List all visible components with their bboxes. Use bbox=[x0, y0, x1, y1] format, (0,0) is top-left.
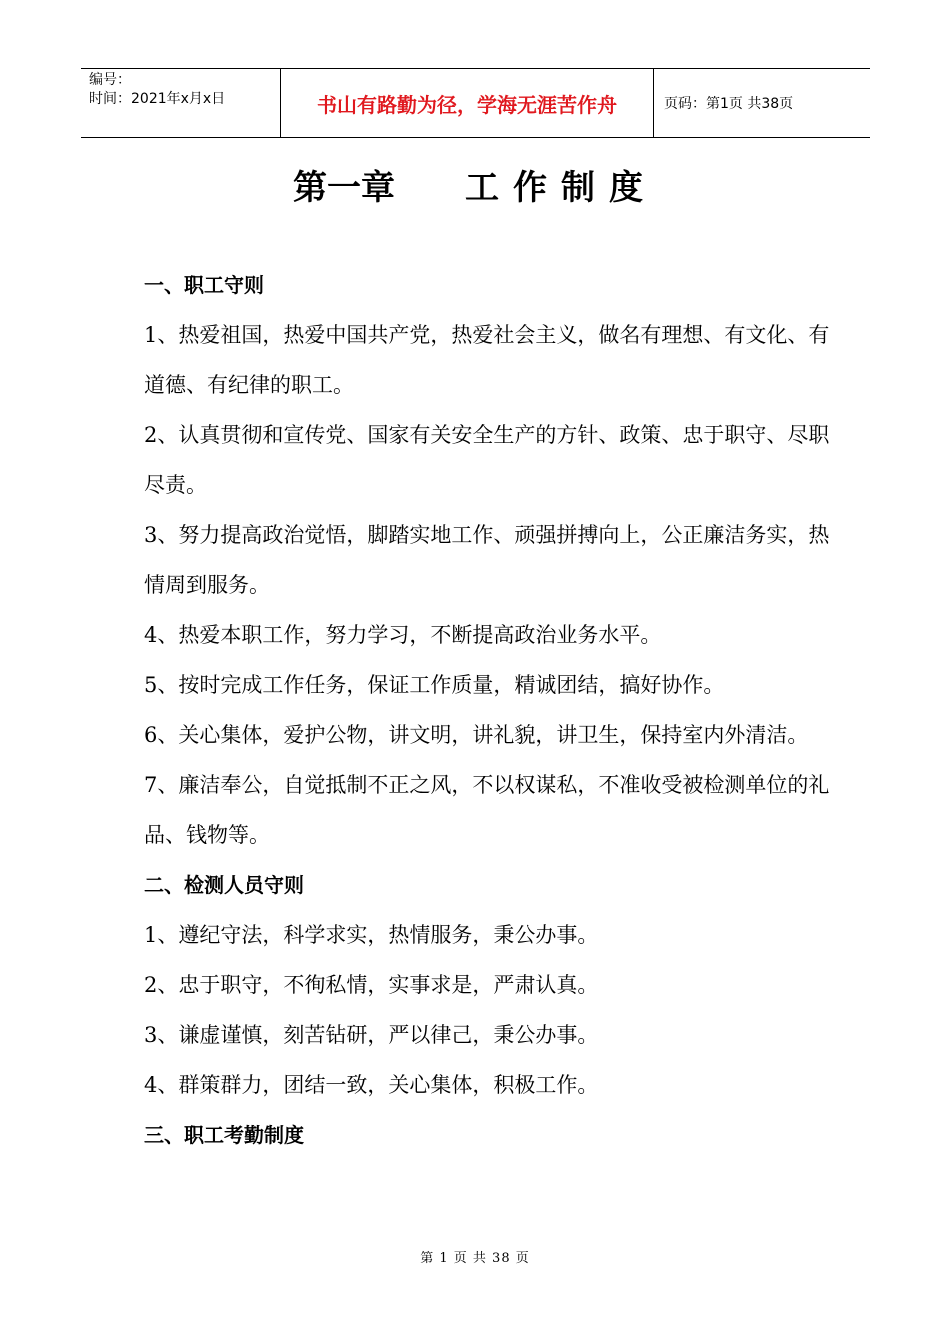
document-header bbox=[81, 68, 870, 138]
document-number-label: 编号： bbox=[89, 72, 131, 88]
section-heading: 一、职工守则 bbox=[144, 273, 264, 297]
chapter-label: 第一章 bbox=[293, 168, 395, 208]
page-footer: 第 1 页 共 38 页 bbox=[420, 1251, 530, 1266]
list-item: 6、关心集体，爱护公物，讲文明，讲礼貌，讲卫生，保持室内外清洁。 bbox=[144, 723, 809, 747]
list-item: 7、廉洁奉公，自觉抵制不正之风，不以权谋私，不准收受被检测单位的礼品、钱物等。 bbox=[144, 773, 830, 847]
header-page-info: 页码：第1页 共38页 bbox=[664, 96, 794, 112]
list-item: 1、热爱祖国，热爱中国共产党，热爱社会主义，做名有理想、有文化、有道德、有纪律的职工。 bbox=[144, 323, 830, 397]
list-item: 2、忠于职守，不徇私情，实事求是，严肃认真。 bbox=[144, 973, 599, 997]
list-item: 2、认真贯彻和宣传党、国家有关安全生产的方针、政策、忠于职守、尽职尽责。 bbox=[144, 423, 830, 497]
section-heading: 二、检测人员守则 bbox=[144, 873, 304, 897]
list-item: 3、努力提高政治觉悟，脚踏实地工作、顽强拼搏向上，公正廉洁务实，热情周到服务。 bbox=[144, 523, 830, 597]
section-heading: 三、职工考勤制度 bbox=[144, 1123, 304, 1147]
chapter-title bbox=[0, 160, 950, 209]
list-item: 1、遵纪守法，科学求实，热情服务，秉公办事。 bbox=[144, 923, 599, 947]
list-item: 5、按时完成工作任务，保证工作质量，精诚团结，搞好协作。 bbox=[144, 673, 725, 697]
header-meta bbox=[81, 69, 281, 137]
header-motto: 书山有路勤为径，学海无涯苦作舟 bbox=[281, 69, 654, 137]
chapter-heading: 工作制度 bbox=[465, 168, 657, 208]
document-body bbox=[144, 260, 834, 1160]
list-item: 4、群策群力，团结一致，关心集体，积极工作。 bbox=[144, 1073, 599, 1097]
document-time: 时间：2021年x月x日 bbox=[89, 91, 226, 107]
list-item: 3、谦虚谨慎，刻苦钻研，严以律己，秉公办事。 bbox=[144, 1023, 599, 1047]
list-item: 4、热爱本职工作，努力学习，不断提高政治业务水平。 bbox=[144, 623, 662, 647]
